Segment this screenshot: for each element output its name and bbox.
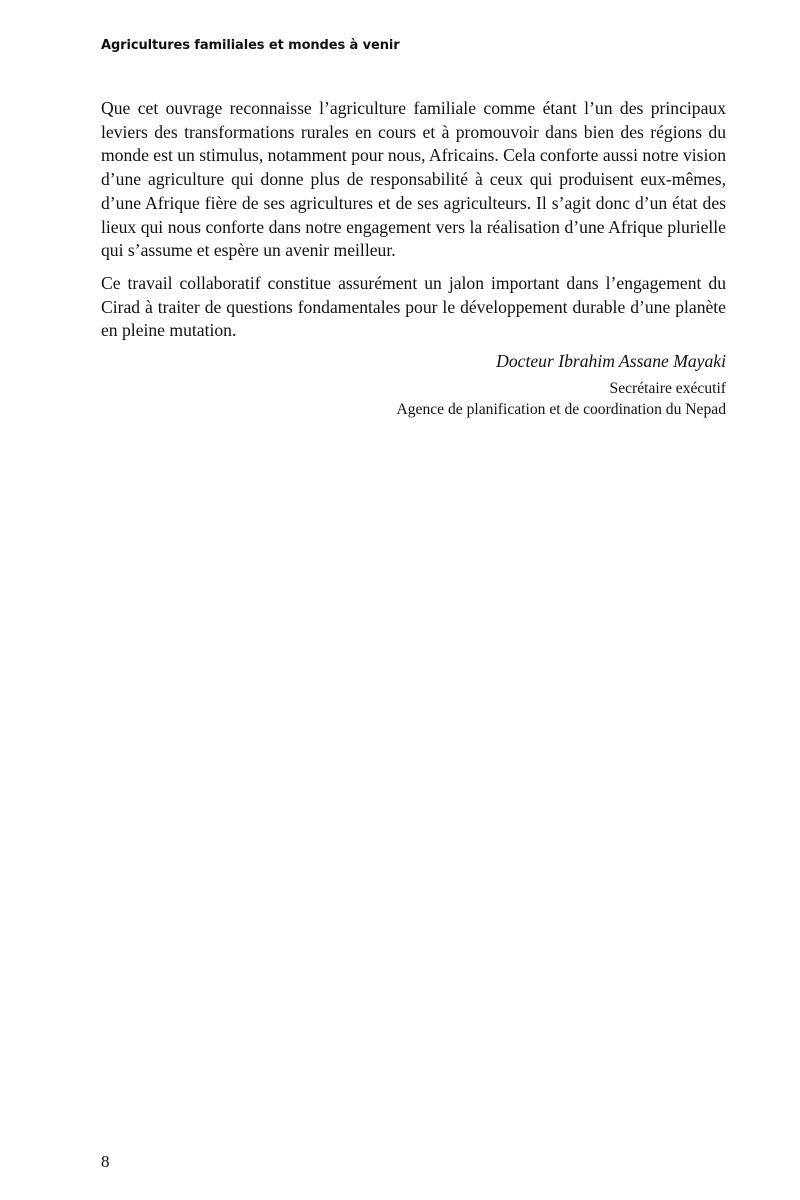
paragraph-2: Ce travail collaboratif constitue assurément un jalon important dans l’engagement du Cirad à traiter de questions fondamentales pour le développement durable d’une planète en pleine mutation. [101, 272, 726, 341]
body-text [101, 97, 726, 352]
paragraph-1: Que cet ouvrage reconnaisse l’agriculture familiale comme étant l’un des principaux leviers des transformations rurales en cours et à promouvoir dans bien des régions du monde est un stimulus, notamment pour nous, Africains. Cela conforte aussi notre vision d’une agriculture qui donne plus de responsabilité à ceux qui produisent eux-mêmes, d’une Afrique fière de ses agricultures et de ses agriculteurs. Il s’agit donc d’un état des lieux qui nous conforte dans notre engagement vers la réalisation d’une Afrique plurielle qui s’assume et espère un avenir meilleur. [101, 98, 726, 261]
signatory-role: Secrétaire exécutif [609, 380, 726, 397]
page-number: 8 [101, 1152, 110, 1171]
signature-block [396, 349, 726, 420]
signatory-name: Docteur Ibrahim Assane Mayaki [496, 351, 726, 371]
running-header: Agricultures familiales et mondes à venir [101, 38, 400, 53]
signatory-organization: Agence de planification et de coordination du Nepad [396, 401, 726, 418]
